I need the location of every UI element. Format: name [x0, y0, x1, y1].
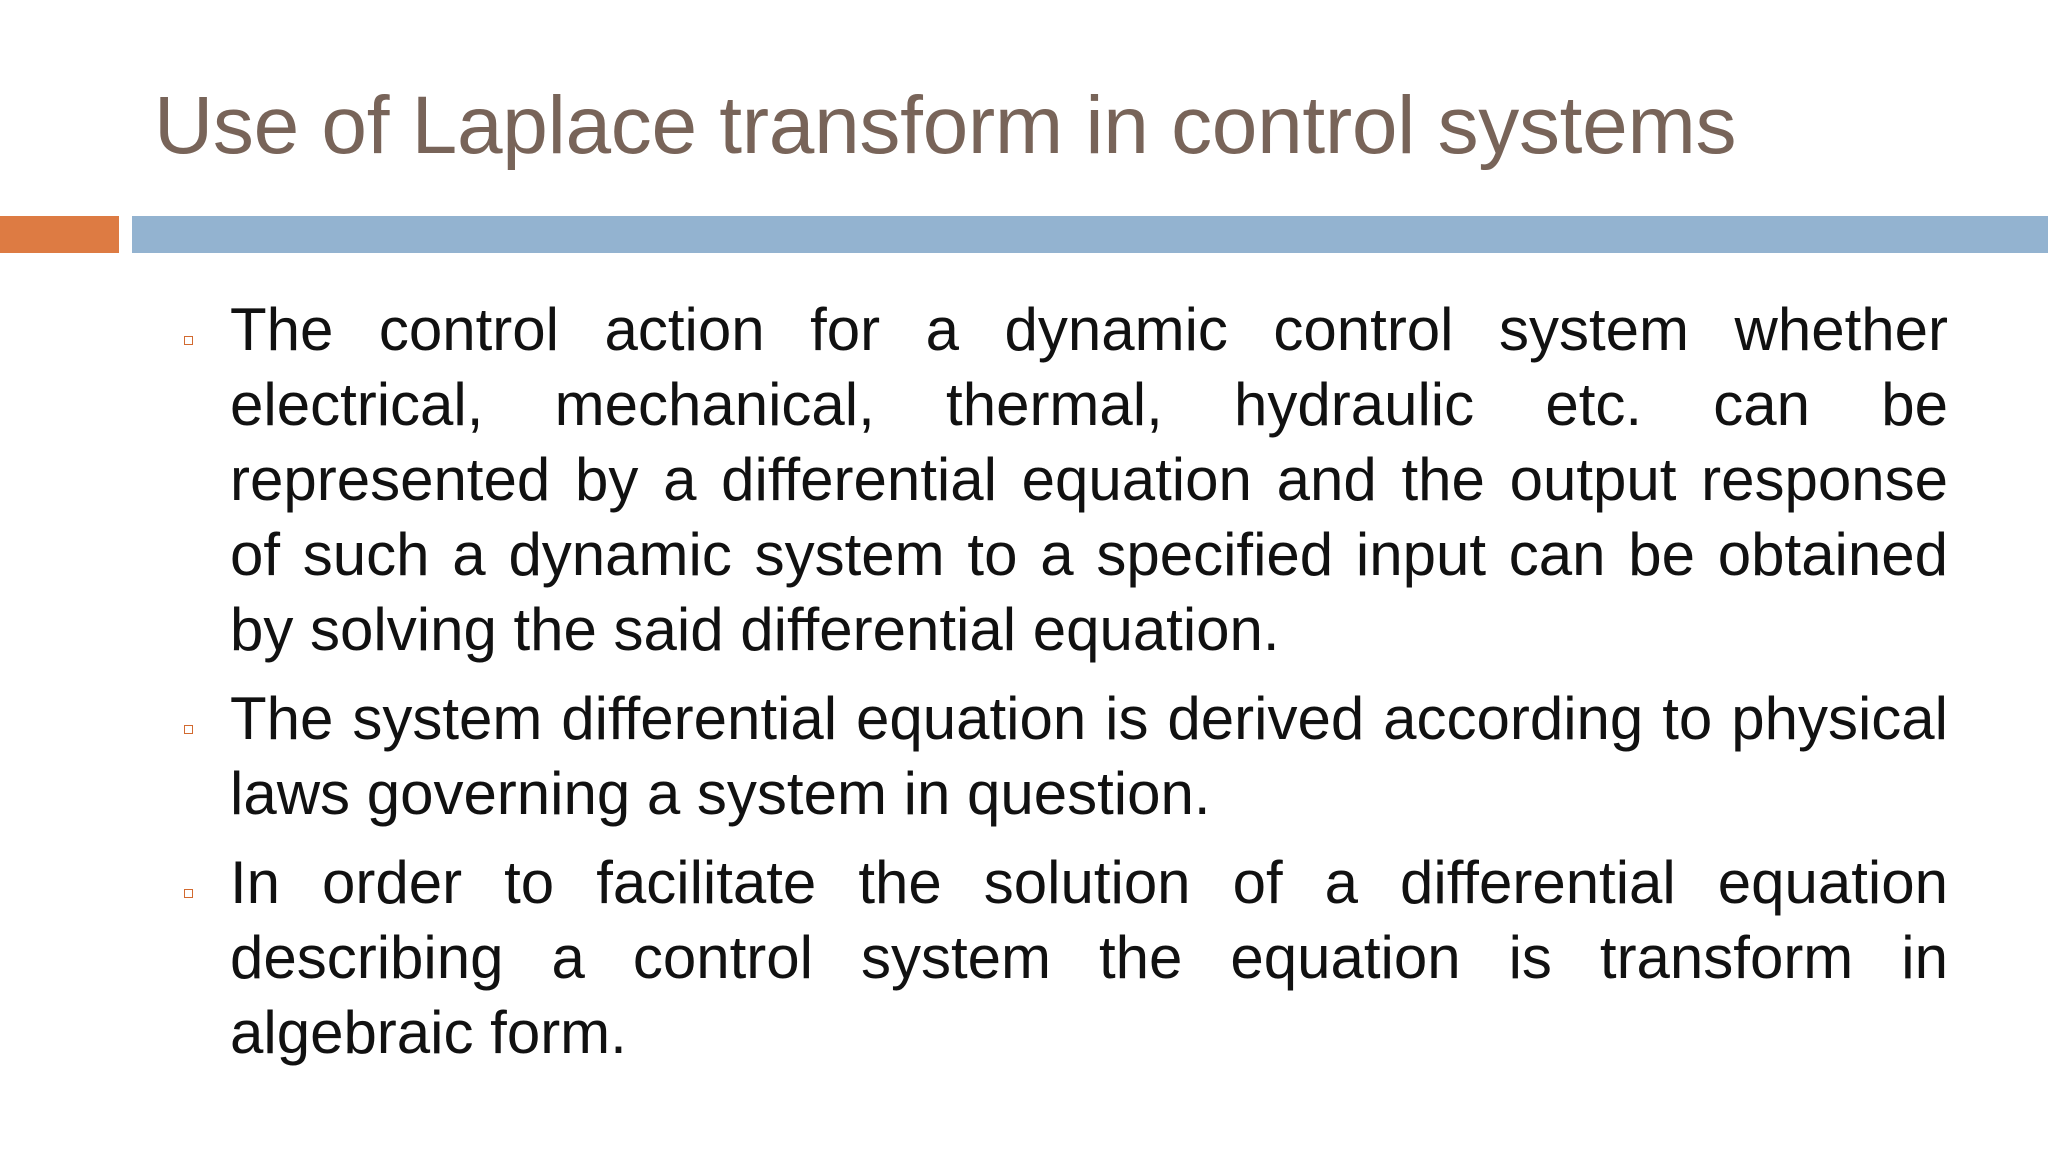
bullet-item [178, 681, 1948, 831]
bullet-text: In order to facilitate the solution of a differential equation describing a control system the equation is transform in algebraic form. [230, 849, 1948, 1066]
accent-bar-blue [132, 216, 2048, 253]
square-outline-bullet-icon [184, 725, 193, 734]
square-outline-bullet-icon [184, 889, 193, 898]
bullet-list [178, 292, 1948, 1084]
slide-title: Use of Laplace transform in control systems [154, 80, 1737, 171]
bullet-text: The system differential equation is derived according to physical laws governing a system in question. [230, 685, 1948, 827]
bullet-item [178, 845, 1948, 1070]
square-outline-bullet-icon [184, 336, 193, 345]
accent-bar-orange [0, 216, 119, 253]
bullet-item [178, 292, 1948, 667]
bullet-text: The control action for a dynamic control system whether electrical, mechanical, thermal, hydraulic etc. can be represented by a differential equation and the output response of such a dynamic system to a specified input can be obtained by solving the said differential equation. [230, 296, 1948, 663]
